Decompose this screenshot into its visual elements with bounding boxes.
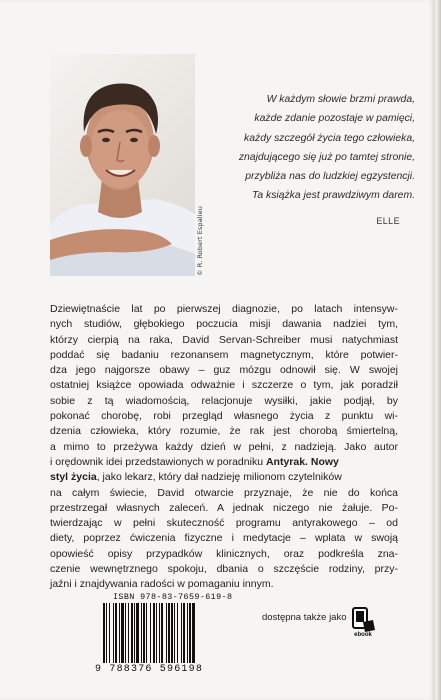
barcode-bar: [166, 603, 167, 663]
description-line: i orędownik idei przedstawionych w poradniku Antyrak. Nowy: [50, 455, 339, 468]
barcode-bar: [181, 603, 182, 663]
barcode-bar: [187, 603, 188, 663]
barcode: [101, 603, 231, 663]
description-line: sobie z tą wiadomością, relacjonuje wysiłki, jakie podjął, by: [50, 394, 398, 407]
barcode-bar: [171, 603, 173, 663]
barcode-bar: [183, 603, 185, 663]
barcode-bar: [115, 603, 117, 663]
book-title: Antyrak. Nowy: [265, 455, 339, 468]
ebook-icon-label: ebook: [354, 632, 372, 638]
quote-line: W każdym słowie brzmi prawda,: [266, 94, 415, 105]
author-photo: [50, 54, 195, 276]
barcode-bar: [156, 603, 157, 663]
barcode-bar: [113, 603, 114, 663]
description-line: styl życia, jako lekarz, który dał nadzieję milionom czytelników: [50, 471, 342, 484]
barcode-bar: [161, 603, 163, 663]
description-line: a mimo to przeżywa każdy dzień w pełni, z nadzieją. Jako autor: [50, 440, 398, 453]
barcode-bar: [192, 603, 195, 663]
quote-line: każdy szczegół życia tego człowieka,: [244, 132, 415, 144]
barcode-bar: [134, 603, 135, 663]
description-line: nych studiów, głębokiego poczucia misji dawania nadziei tym,: [50, 318, 398, 331]
barcode-bar: [168, 603, 170, 663]
barcode-bar: [128, 603, 129, 663]
quote-line: przybliża nas do ludzkiej egzystencji.: [245, 171, 415, 183]
barcode-bar: [159, 603, 160, 663]
description-line: którzy cierpią na raka, David Servan-Schreiber musi natychmiast: [50, 333, 398, 346]
description: [50, 302, 398, 593]
description-line: twierdzając w pełni skuteczność programu antyrakowego – od: [50, 517, 398, 530]
description-line: Dziewiętnaście lat po pierwszej diagnozie, po latach intensyw-: [50, 303, 398, 315]
barcode-bar: [150, 603, 151, 663]
quote-line: znajdującego się już po tamtej stronie,: [238, 151, 415, 163]
barcode-bar: [109, 603, 110, 663]
barcode-bar: [103, 603, 105, 663]
description-line: pokonać chorobę, robi przegląd własnego życia z punktu wi-: [50, 410, 398, 423]
description-line: poddać się badaniu rezonansem magnetycznym, które potwier-: [50, 348, 398, 361]
barcode-bar: [121, 603, 124, 663]
quote-line: Ta książka jest prawdziwym darem.: [251, 190, 415, 202]
description-line: przestrzegał własnych zaleceń. A jednak niczego nie żałuje. Po-: [50, 501, 398, 514]
description-line: jaźni i znajdywania radości w pomaganiu innym.: [50, 578, 274, 591]
description-line: opowieść opisy przypadków klinicznych, oraz podkreśla zna-: [50, 547, 398, 560]
description-line: czenie wewnętrznego spokoju, dbania o szczęście rodziny, przy-: [50, 563, 398, 576]
barcode-bar: [106, 603, 107, 663]
quote-source: ELLE: [376, 216, 400, 226]
barcode-bar: [141, 603, 142, 663]
ebook-label: dostępna także jako: [262, 612, 347, 623]
description-line: dza jego najgorsze obawy – guz mózgu odnowił się. W swojej: [50, 364, 398, 377]
description-line: ostatniej książce opowiada odważnie i szczerze o tym, jak poradził: [50, 379, 398, 392]
barcode-bar: [153, 603, 155, 663]
barcode-bar: [119, 603, 120, 663]
barcode-bar: [131, 603, 133, 663]
quote: [210, 90, 415, 206]
barcode-digits: 9 788376 596198: [95, 664, 204, 675]
description-line: dzenia człowieka, który rozumie, że rak jest chorobą śmiertelną,: [50, 425, 398, 438]
description-line: diety, poprzez ćwiczenia fizyczne i medytacje – wplata w swoją: [50, 532, 398, 545]
description-line: na całym świecie, David otwarcie przyznaje, że nie do końca: [50, 486, 398, 499]
barcode-bar: [125, 603, 126, 663]
quote-line: każde zdanie pozostaje w pamięci,: [254, 113, 415, 125]
barcode-bar: [136, 603, 139, 663]
book-title-cont: styl życia: [50, 471, 97, 484]
book-edge: [433, 0, 441, 700]
barcode-bar: [189, 603, 191, 663]
isbn-text: ISBN 978-83-7659-619-8: [113, 592, 233, 602]
portrait-illustration: [50, 54, 195, 276]
barcode-bar: [177, 603, 178, 663]
barcode-bar: [174, 603, 175, 663]
photo-credit: © R. Robert Espalieu: [196, 206, 204, 276]
barcode-bar: [146, 603, 147, 663]
barcode-bar: [143, 603, 145, 663]
